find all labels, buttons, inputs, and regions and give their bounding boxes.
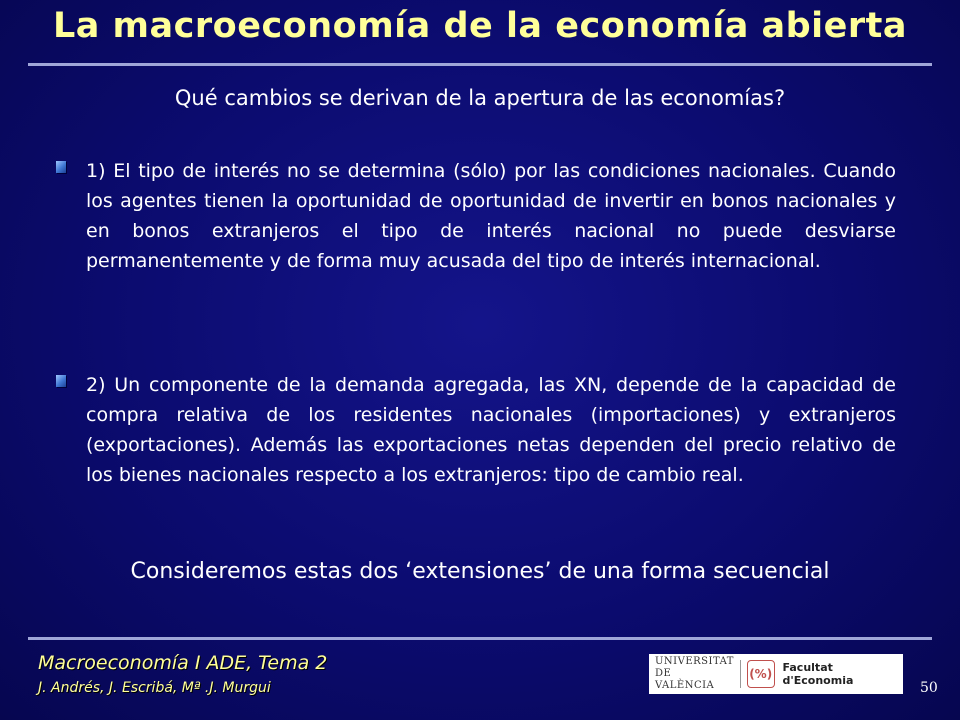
- university-name-line2: DE VALÈNCIA: [655, 668, 715, 691]
- footer-authors: J. Andrés, J. Escribá, Mª .J. Murgui: [38, 680, 271, 696]
- logo-separator: [740, 660, 741, 688]
- slide-title: La macroeconomía de la economía abierta: [52, 6, 908, 46]
- bullet-text: 1) El tipo de interés no se determina (sólo) por las condiciones nacionales. Cuando los agentes tienen la oportunidad de oportunidad de invertir en bonos nacionales y en bonos extranjeros el tipo de interés nacional no puede desviarse permanentemente y de forma muy acusada del tipo de interés internacional.: [86, 160, 896, 272]
- footer-course: Macroeconomía I ADE, Tema 2: [38, 652, 328, 674]
- bullet-item: [56, 156, 896, 276]
- slide-subtitle: Qué cambios se derivan de la apertura de las economías?: [174, 86, 786, 110]
- bullet-text: 2) Un componente de la demanda agregada, las XN, depende de la capacidad de compra relativa de los residentes nacionales (importaciones) y extranjeros (exportaciones). Además las exportaciones netas dependen del precio relativo de los bienes nacionales respecto a los extranjeros: tipo de cambio real.: [86, 374, 896, 486]
- university-name: [655, 656, 734, 692]
- bullet-item: [56, 370, 896, 490]
- footer-divider: [28, 637, 932, 640]
- title-divider: [28, 63, 932, 66]
- bullet-marker-icon: [56, 161, 66, 173]
- faculty-name: Facultat d'Economia: [782, 661, 854, 687]
- bullet-marker-icon: [56, 375, 66, 387]
- university-logo: [649, 654, 903, 694]
- university-name-line1: UNIVERSITAT: [655, 656, 734, 667]
- closing-statement: Consideremos estas dos ‘extensiones’ de una forma secuencial: [130, 559, 830, 584]
- page-number: 50: [920, 680, 938, 696]
- faculty-emblem-icon: (%): [747, 660, 775, 688]
